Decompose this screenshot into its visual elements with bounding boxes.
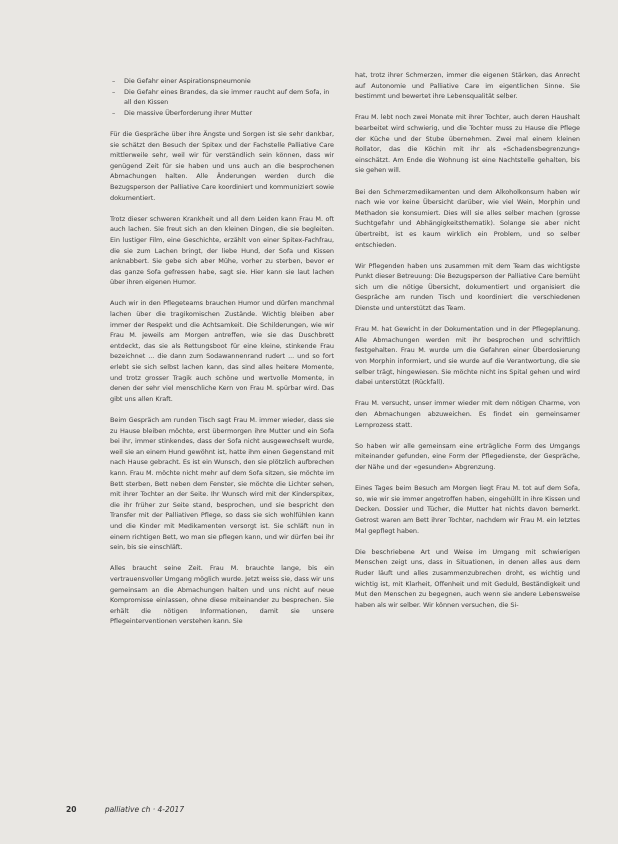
paragraph: Auch wir in den Pflegeteams brauchen Humor und dürfen manchmal lachen über die tragikomischen Zustände. Wichtig bleiben aber immer der Respekt und die Achtsamkeit. Die Schilderungen, wie wir Frau M. jeweils am Morgen antreffen, wie sie das Duschbrett entdeckt, das sie als Rettungsboot für eine kleine, stinkende Frau bezeichnet ... die dann zum Sodawannenrand rudert ... und so fort erlebt sie sich selbst lachen kann, das sind alles heitere Momente, und trotz grosser Tragik auch schöne und wertvolle Momente, in denen der sehr viel menschliche Kern von Frau M. spürbar wird. Das gibt uns allen Kraft. — [110, 299, 334, 403]
right-column — [355, 70, 580, 621]
paragraph: Für die Gespräche über ihre Ängste und Sorgen ist sie sehr dankbar, sie schätzt den Besuch der Spitex und der Fachstelle Palliative Care mittlerweile sehr, weil wir für verständlich sein können, dass wir genügend Zeit für sie haben und uns auch an die besprochenen Abmachungen halten. Alle Änderungen werden durch die Bezugsperson der Palliative Care koordiniert und kommuniziert sowie dokumentiert. — [110, 129, 334, 202]
list-item: – Die massive Überforderung ihrer Mutter — [110, 108, 334, 119]
paragraph: Beim Gespräch am runden Tisch sagt Frau M. immer wieder, dass sie zu Hause bleiben möchte, erst übermorgen ihre Mutter und ein Sofa bei ihr, immer stinkendes, dass der Sofa nicht ausgewechselt wurde, weil sie an einem Hund gewöhnt ist, hatte ihm einen Gegenstand mit nach Hause gebracht. Es ist ein Wunsch, den sie plötzlich aufbrechen kann. Frau M. möchte nicht mehr auf dem Sofa sitzen, sie möchte im Bett sterben, Bett neben dem Fenster, sie möchte die Lichter sehen, mit ihrer Tochter an der Seite. Ihr Wunsch wird mit der Kinderspitex, die ihr früher zur Seite stand, besprochen, und sie bespricht den Transfer mit der Palliativen Pflege, so dass sie sich wohlfühlen kann und die Kinder mit Medikamenten versorgt ist. Sie schläft nun in einem richtigen Bett, wo man sie pflegen kann, und wir dürfen bei ihr sein, bis sie einschläft. — [110, 416, 334, 552]
list-item: – Die Gefahr eines Brandes, da sie immer raucht auf dem Sofa, in all den Kissen — [110, 87, 334, 108]
paragraph: Frau M. hat Gewicht in der Dokumentation und in der Pflegeplanung. Alle Abmachungen werden mit ihr besprochen und schriftlich festgehalten. Frau M. wurde um die Gefahren einer Überdosierung von Morphin informiert, und sie wurde auf die Verantwortung, die sie selber trägt, hingewiesen. Sie möchte nicht ins Spital gehen und wird dabei unterstützt (Rückfall). — [355, 325, 580, 387]
page-footer — [66, 805, 184, 814]
paragraph: hat, trotz ihrer Schmerzen, immer die eigenen Stärken, das Anrecht auf Autonomie und Palliative Care im eigentlichen Sinne. Sie bestimmt und bewertet ihre Lebensqualität selber. — [355, 71, 580, 101]
list-item: – Die Gefahr einer Aspirationspneumonie — [110, 76, 334, 87]
paragraph: Bei den Schmerzmedikamenten und dem Alkoholkonsum haben wir nach wie vor keine Übersicht darüber, wie viel Wein, Morphin und Methadon sie konsumiert. Dies will sie alles selber machen (grosse Suchtgefahr und Abhängigkeitsthematik). Solange sie aber nicht übertreibt, ist es kaum wirklich ein Problem, und so selber entschieden. — [355, 187, 580, 249]
paragraph: Wir Pflegenden haben uns zusammen mit dem Team das wichtigste Punkt dieser Betreuung: Die Bezugsperson der Palliative Care bemüht sich um die nötige Übersicht, dokumentiert und organisiert die Gespräche am runden Tisch und koordiniert die verschiedenen Dienste und unterstützt das Team. — [355, 261, 580, 313]
paragraph: Die beschriebene Art und Weise im Umgang mit schwierigen Menschen zeigt uns, dass in Situationen, in denen alles aus dem Ruder läuft und alles zusammenzubrechen droht, es wichtig und wichtig ist, mit Klarheit, Offenheit und mit Geduld, Beständigkeit und Mut den Menschen zu begegnen, auch wenn sie andere Lebensweise haben als wir selber. Wir können versuchen, die Si- — [355, 547, 580, 609]
page-number: 20 — [66, 805, 77, 814]
paragraph: Alles braucht seine Zeit. Frau M. brauchte lange, bis ein vertrauensvoller Umgang möglich wurde. Jetzt weiss sie, dass wir uns gemeinsam an die Abmachungen halten und uns nicht auf neue Kompromisse einlassen, ohne diese miteinander zu besprechen. Sie erhält die nötigen Informationen, damit sie unsere Pflegeinterventionen verstehen kann. Sie — [110, 564, 334, 626]
paragraph: Frau M. lebt noch zwei Monate mit ihrer Tochter, auch deren Haushalt bearbeitet wird schwierig, und die Tochter muss zu Hause die Pflege der Küche und der Stube übernehmen. Zwei mal einem kleinen Rollator, das die Köchin mit ihr als «Schadensbegrenzung» einschätzt. Am Ende die Wohnung ist eine Nachtstelle gehalten, bis sie gehen will. — [355, 113, 580, 175]
paragraph: So haben wir alle gemeinsam eine erträgliche Form des Umgangs miteinander gefunden, eine Form der Pflegedienste, der Gespräche, der Nähe und der «gesunden» Abgrenzung. — [355, 441, 580, 471]
left-column — [110, 76, 334, 637]
paragraph: Trotz dieser schweren Krankheit und all dem Leiden kann Frau M. oft auch lachen. Sie freut sich an den kleinen Dingen, die sie begleiten. Ein lustiger Film, eine Geschichte, erzählt von einer Spitex-Fachfrau, die sie zum Lachen bringt, der liebe Hund, der Sofa und Kissen anknabbert. Sie gebe sich aber Mühe, vorher zu sterben, bevor er das ganze Sofa gefressen habe, sagt sie. Hier kann sie laut lachen über ihren eigenen Humor. — [110, 214, 334, 287]
magazine-name: palliative ch · 4-2017 — [104, 805, 185, 814]
risk-list — [110, 76, 334, 118]
paragraph: Eines Tages beim Besuch am Morgen liegt Frau M. tot auf dem Sofa, so, wie wir sie immer angetroffen haben, eingehüllt in ihre Kissen und Decken. Dossier und Tücher, die Mutter hat nichts davon bemerkt. Getrost waren am Bett ihrer Tochter, nachdem wir Frau M. ein letztes Mal gepflegt haben. — [355, 484, 580, 535]
paragraph: Frau M. versucht, unser immer wieder mit dem nötigen Charme, von den Abmachungen abzuweichen. Es findet ein gemeinsamer Lernprozess statt. — [355, 399, 580, 429]
